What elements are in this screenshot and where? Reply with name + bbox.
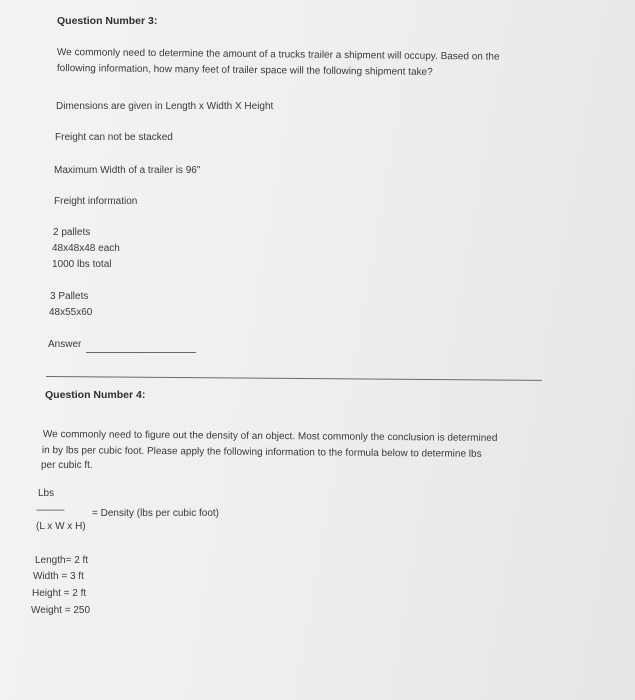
q4-formula-numerator: Lbs — [38, 488, 55, 499]
q4-intro-line3: per cubic ft. — [41, 460, 93, 471]
q3-heading: Question Number 3: — [57, 15, 158, 27]
section-divider — [46, 376, 542, 381]
q3-dimensions-note: Dimensions are given in Length x Width X Height — [56, 101, 274, 112]
q3-intro-line2: following information, how many feet of trailer space will the following shipment take? — [56, 62, 433, 78]
q3-answer-line[interactable] — [86, 352, 196, 353]
q4-length: Length= 2 ft — [35, 555, 89, 566]
q3-answer-label: Answer — [48, 339, 82, 350]
q3-intro-line1: We commonly need to determine the amount of a trucks trailer a shipment will occupy. Based on the — [56, 46, 500, 63]
q3-freight-heading: Freight information — [54, 196, 138, 207]
q3-item1-qty: 2 pallets — [53, 227, 91, 238]
q4-heading: Question Number 4: — [45, 389, 146, 401]
q3-item1-weight: 1000 lbs total — [52, 259, 112, 270]
q3-max-width-note: Maximum Width of a trailer is 96" — [54, 165, 201, 176]
q4-formula-fraction-bar: ------------ — [36, 505, 64, 516]
q4-height: Height = 2 ft — [32, 588, 87, 599]
q4-width: Width = 3 ft — [33, 571, 84, 582]
q4-intro-line2: in by lbs per cubic foot. Please apply the following information to the formula below to determine lbs — [41, 444, 482, 460]
q4-intro-line1: We commonly need to figure out the density of an object. Most commonly the conclusion is determined — [42, 428, 498, 444]
q4-formula-denominator: (L x W x H) — [36, 521, 86, 532]
q4-weight: Weight = 250 — [31, 605, 91, 616]
q4-formula-result: = Density (lbs per cubic foot) — [92, 508, 219, 519]
q3-item1-dims: 48x48x48 each — [52, 243, 120, 254]
q3-item2-qty: 3 Pallets — [50, 291, 89, 302]
q3-item2-dims: 48x55x60 — [49, 307, 93, 318]
q3-stack-note: Freight can not be stacked — [55, 132, 173, 143]
